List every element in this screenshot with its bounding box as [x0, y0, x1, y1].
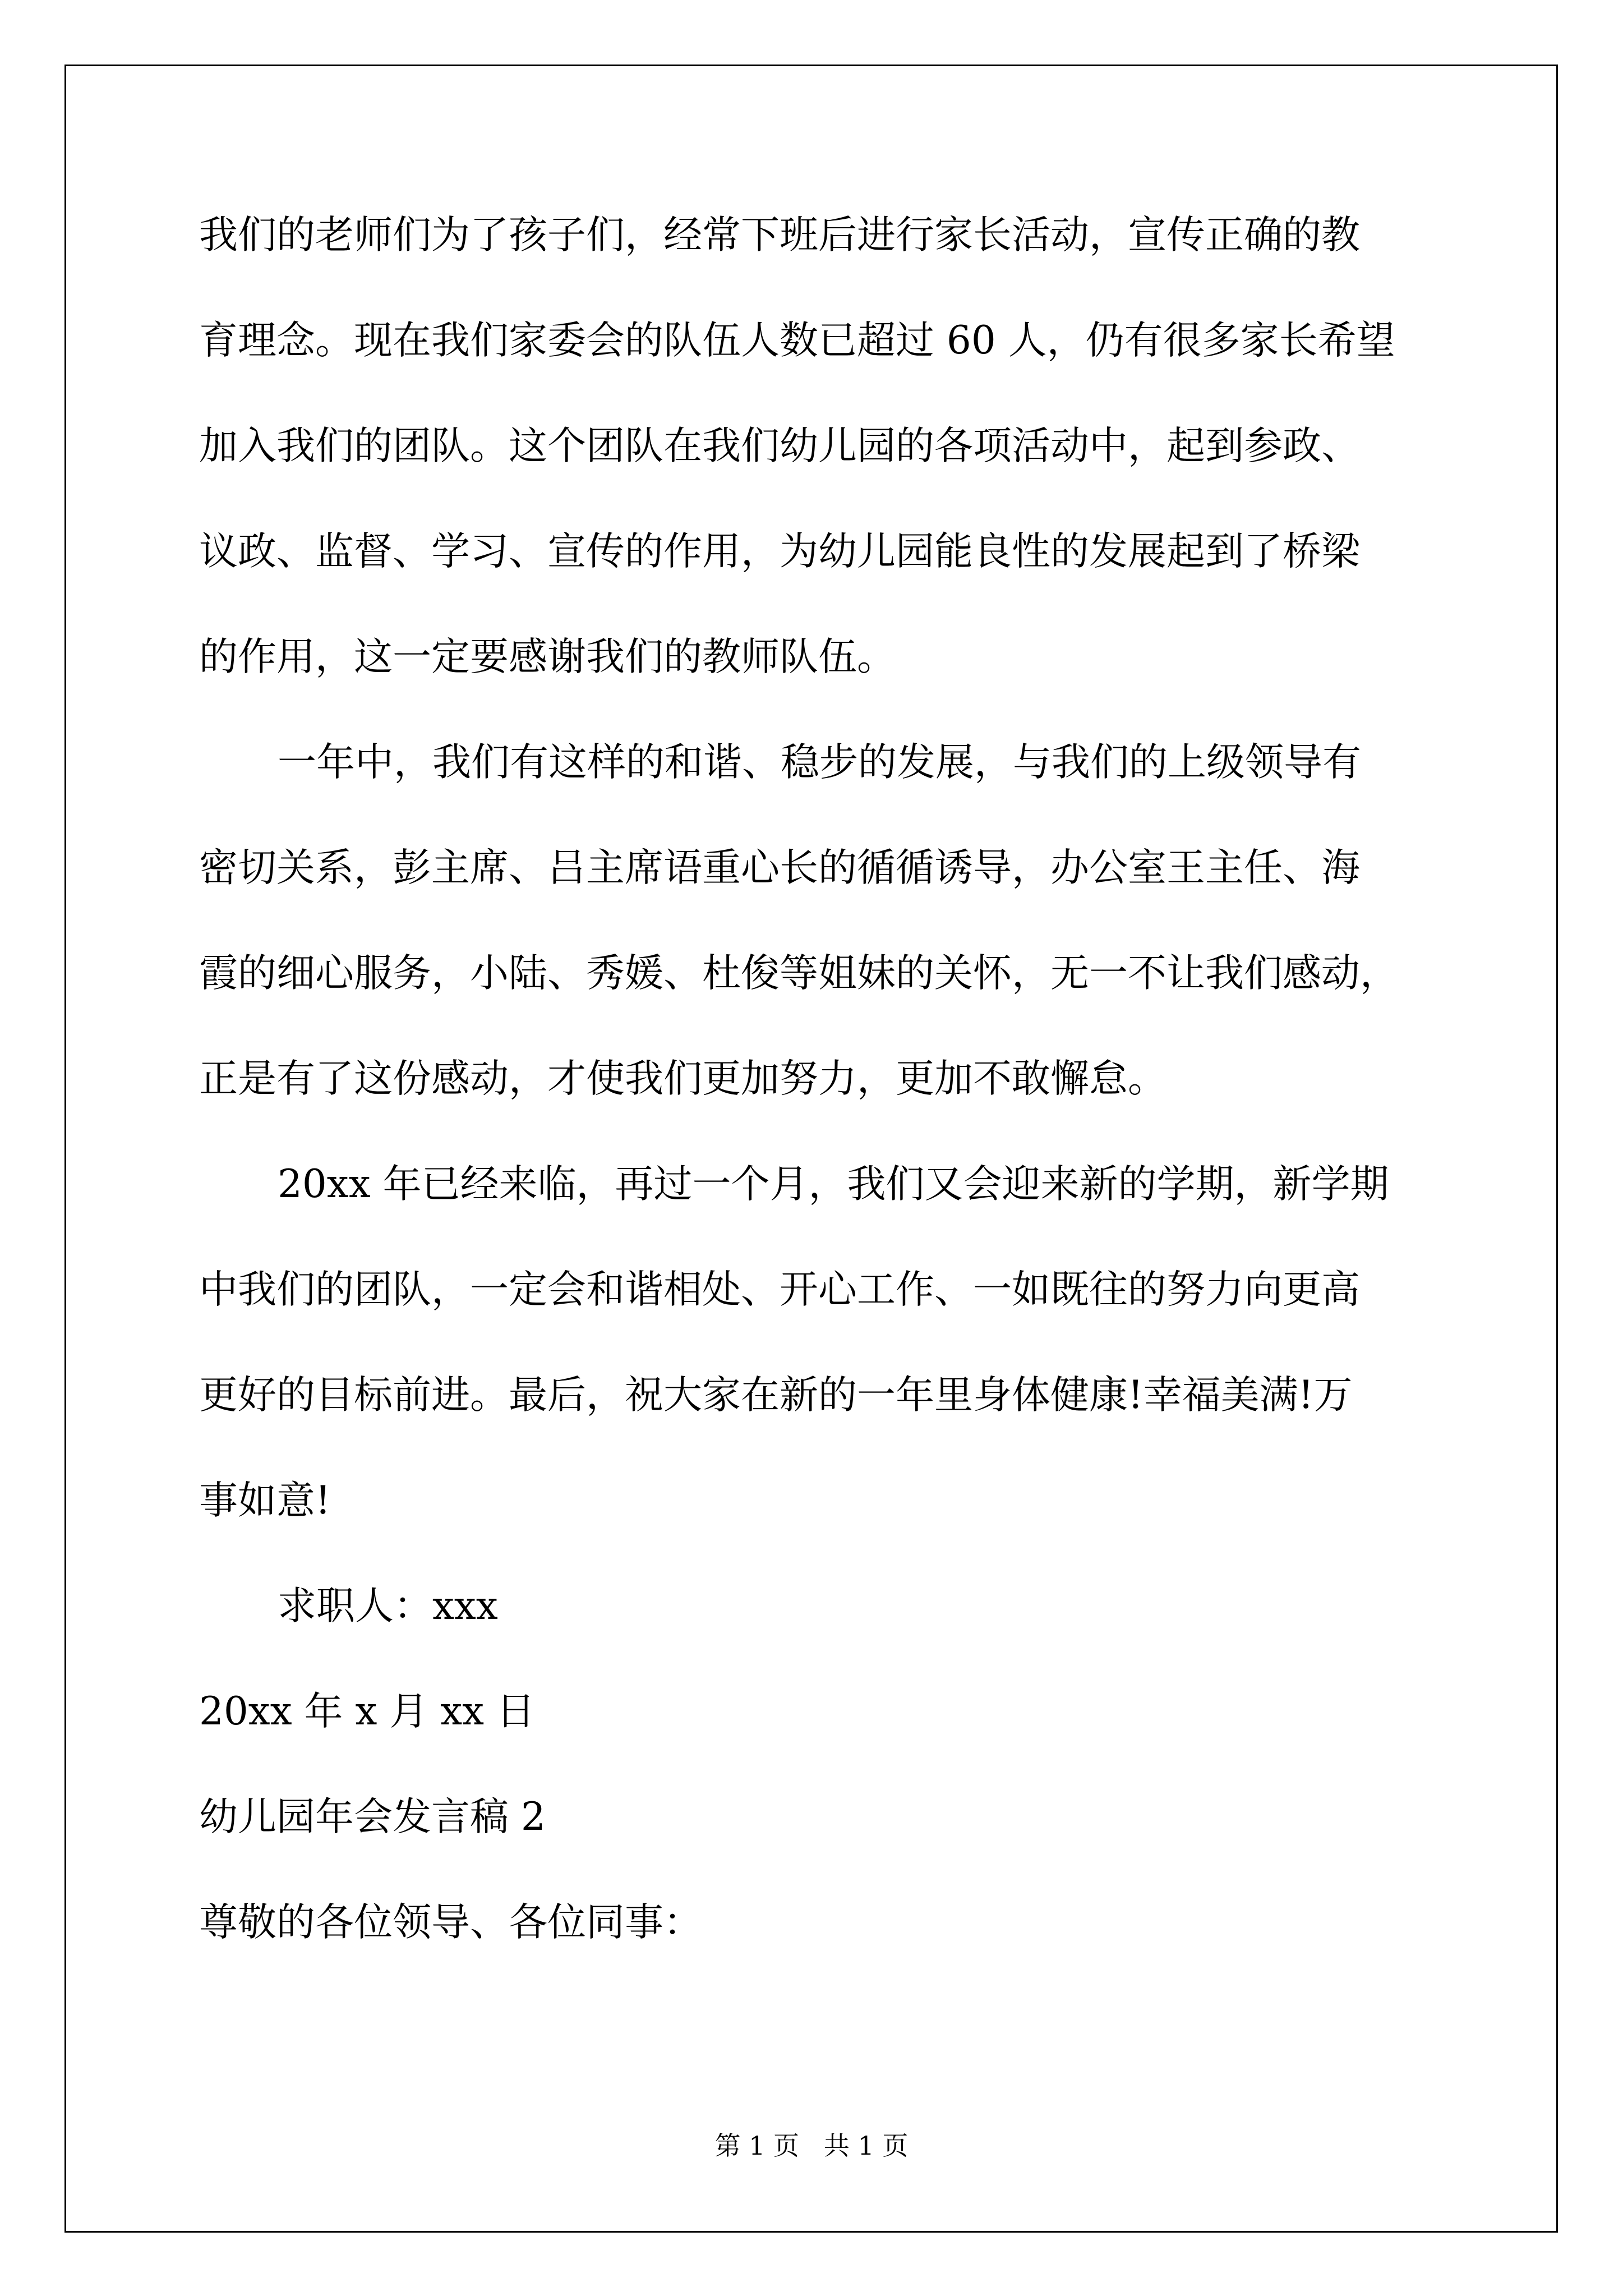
paragraph-3-line-4: 事如意!	[199, 1478, 331, 1523]
date-line: 20xx 年 x 月 xx 日	[199, 1689, 536, 1734]
signature-line: 求职人：xxx	[278, 1584, 498, 1628]
paragraph-1-line-3: 加入我们的团队。这个团队在我们幼儿园的各项活动中，起到参政、	[199, 424, 1360, 468]
paragraph-3-line-1: 20xx 年已经来临，再过一个月，我们又会迎来新的学期，新学期	[278, 1162, 1389, 1207]
salutation: 尊敬的各位领导、各位同事：	[199, 1900, 702, 1945]
paragraph-3-line-2: 中我们的团队，一定会和谐相处、开心工作、一如既往的努力向更高	[199, 1267, 1360, 1312]
paragraph-2-line-1: 一年中，我们有这样的和谐、稳步的发展，与我们的上级领导有	[278, 740, 1361, 785]
section-title: 幼儿园年会发言稿 2	[199, 1795, 546, 1839]
paragraph-2-line-4: 正是有了这份感动，才使我们更加努力，更加不敢懈怠。	[199, 1056, 1166, 1101]
paragraph-2-line-3: 霞的细心服务，小陆、秀媛、杜俊等姐妹的关怀，无一不让我们感动，	[199, 951, 1399, 996]
paragraph-1-line-4: 议政、监督、学习、宣传的作用，为幼儿园能良性的发展起到了桥梁	[199, 529, 1360, 574]
page-footer: 第 1 页 共 1 页	[714, 2131, 909, 2161]
document-body	[199, 213, 1467, 2009]
paragraph-1-line-1: 我们的老师们为了孩子们，经常下班后进行家长活动，宣传正确的教	[199, 213, 1360, 257]
paragraph-3-line-3: 更好的目标前进。最后，祝大家在新的一年里身体健康!幸福美满!万	[199, 1373, 1353, 1418]
paragraph-1-line-2: 育理念。现在我们家委会的队伍人数已超过 60 人，仍有很多家长希望	[199, 318, 1395, 363]
paragraph-2-line-2: 密切关系，彭主席、吕主席语重心长的循循诱导，办公室王主任、海	[199, 845, 1360, 890]
paragraph-1-line-5: 的作用，这一定要感谢我们的教师队伍。	[199, 634, 896, 679]
